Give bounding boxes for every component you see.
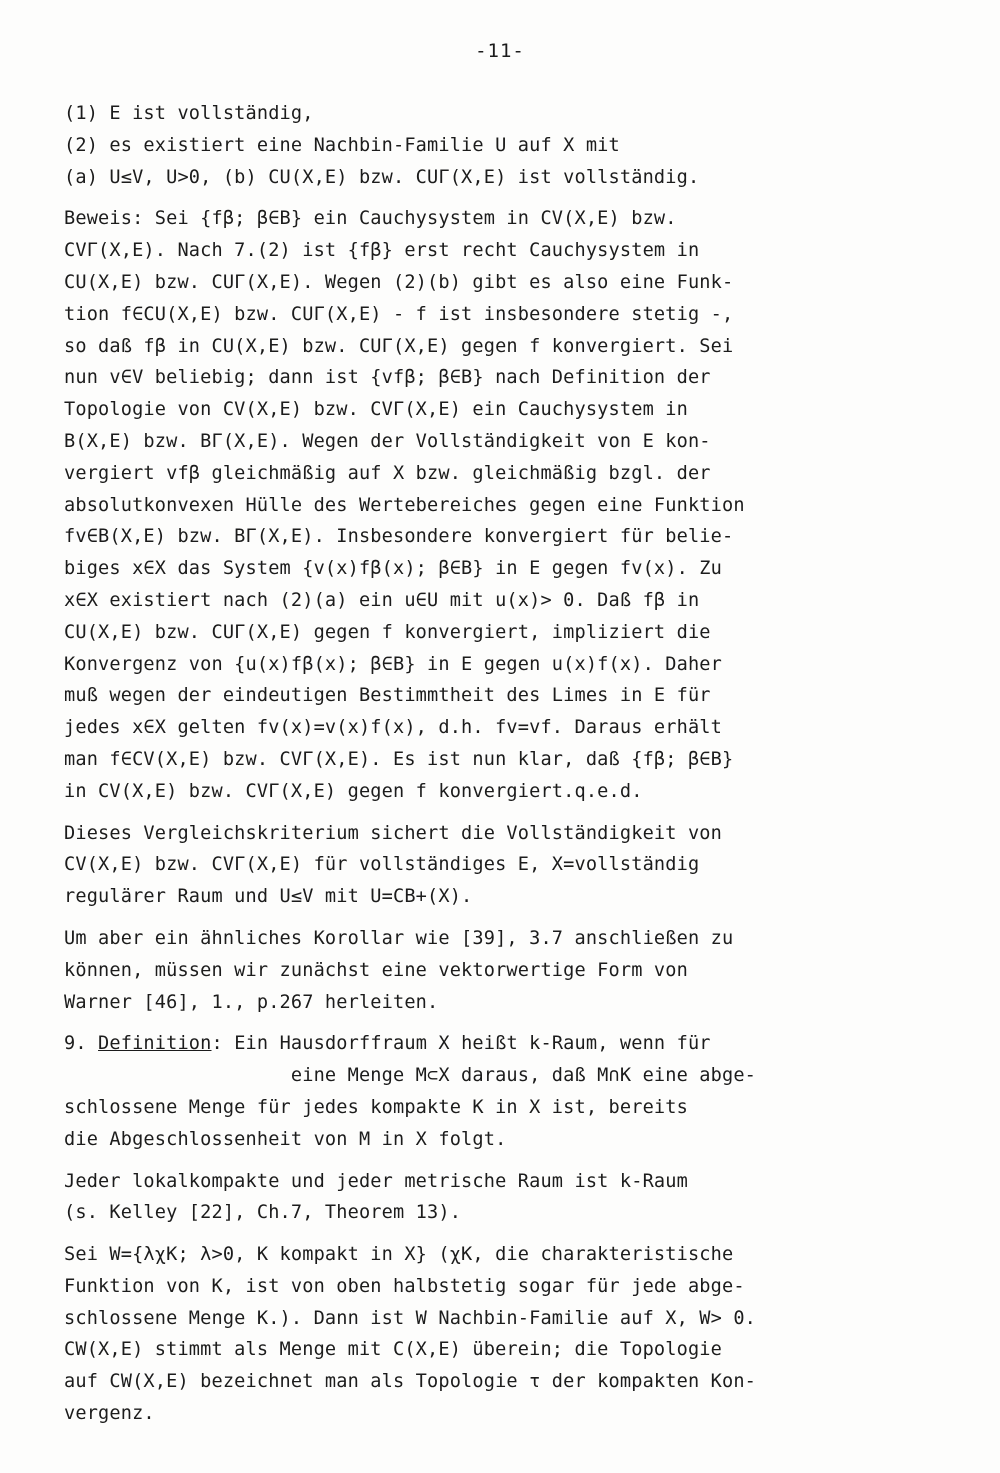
text-line: schlossene Menge K.). Dann ist W Nachbin-Familie auf X, W> 0. [64, 1307, 757, 1329]
criterion-paragraph [64, 818, 864, 913]
text-line: Konvergenz von {u(x)fβ(x); β∈B} in E gegen u(x)f(x). Daher [64, 653, 722, 675]
text-line: B(X,E) bzw. BΓ(X,E). Wegen der Vollständigkeit von E kon- [64, 430, 711, 452]
text-line: können, müssen wir zunächst eine vektorwertige Form von [64, 959, 688, 981]
text-line: CW(X,E) stimmt als Menge mit C(X,E) überein; die Topologie [64, 1339, 722, 1361]
text-line: man f∈CV(X,E) bzw. CVΓ(X,E). Es ist nun klar, daß {fβ; β∈B} [64, 748, 734, 770]
statement-list [64, 98, 864, 193]
text-line: CU(X,E) bzw. CUΓ(X,E) gegen f konvergiert, impliziert die [64, 621, 711, 643]
final-paragraph [64, 1239, 864, 1430]
page-number: -11- [475, 40, 525, 62]
text-line: CV(X,E) bzw. CVΓ(X,E) für vollständiges E, X=vollständig [64, 854, 700, 876]
text-line: Sei W={λχK; λ>0, K kompakt in X} (χK, die charakteristische [64, 1244, 734, 1266]
corollary-paragraph [64, 923, 864, 1018]
text-line: Beweis: Sei {fβ; β∈B} ein Cauchysystem in CV(X,E) bzw. [64, 208, 677, 230]
text-line: Topologie von CV(X,E) bzw. CVΓ(X,E) ein Cauchysystem in [64, 399, 688, 421]
text-line: biges x∈X das System {v(x)fβ(x); β∈B} in E gegen fv(x). Zu [64, 558, 722, 580]
text-line: auf CW(X,E) bezeichnet man als Topologie τ der kompakten Kon- [64, 1371, 757, 1393]
text-line: x∈X existiert nach (2)(a) ein u∈U mit u(x)> 0. Daß fβ in [64, 589, 700, 611]
definition-number: 9. [64, 1033, 99, 1055]
k-space-paragraph [64, 1166, 864, 1230]
text-line: fv∈B(X,E) bzw. BΓ(X,E). Insbesondere konvergiert für belie- [64, 526, 734, 548]
text-line: (a) U≤V, U>0, (b) CU(X,E) bzw. CUΓ(X,E) ist vollständig. [64, 166, 700, 188]
text-line: so daß fβ in CU(X,E) bzw. CUΓ(X,E) gegen f konvergiert. Sei [64, 335, 734, 357]
text-line: vergiert vfβ gleichmäßig auf X bzw. gleichmäßig bzgl. der [64, 462, 711, 484]
text-line: CVΓ(X,E). Nach 7.(2) ist {fβ} erst recht Cauchysystem in [64, 240, 700, 262]
text-line: CU(X,E) bzw. CUΓ(X,E). Wegen (2)(b) gibt es also eine Funk- [64, 271, 734, 293]
text-line: Dieses Vergleichskriterium sichert die Vollständigkeit von [64, 822, 722, 844]
text-line: absolutkonvexen Hülle des Wertebereiches gegen eine Funktion [64, 494, 745, 516]
page-body [64, 98, 864, 1430]
proof-paragraph [64, 203, 864, 807]
definition-paragraph [64, 1028, 864, 1155]
text-line: (1) E ist vollständig, [64, 103, 314, 124]
text-line: vergenz. [64, 1403, 155, 1425]
text-line: tion f∈CU(X,E) bzw. CUΓ(X,E) - f ist insbesondere stetig -, [64, 303, 734, 325]
text-line: Funktion von K, ist von oben halbstetig sogar für jede abge- [64, 1275, 745, 1297]
text-line: regulärer Raum und U≤V mit U=CB+(X). [64, 886, 473, 908]
text-line: (2) es existiert eine Nachbin-Familie U auf X mit [64, 134, 620, 156]
text-line: jedes x∈X gelten fv(x)=v(x)f(x), d.h. fv=vf. Daraus erhält [64, 717, 722, 739]
text-line: in CV(X,E) bzw. CVΓ(X,E) gegen f konvergiert.q.e.d. [64, 780, 643, 802]
text-line: Warner [46], 1., p.267 herleiten. [64, 991, 439, 1013]
text-line: muß wegen der eindeutigen Bestimmtheit des Limes in E für [64, 685, 711, 707]
text-line: (s. Kelley [22], Ch.7, Theorem 13). [64, 1202, 462, 1224]
definition-heading-line [64, 1028, 864, 1060]
text-line: Jeder lokalkompakte und jeder metrische Raum ist k-Raum [64, 1170, 688, 1192]
text-line: nun v∈V beliebig; dann ist {vfβ; β∈B} nach Definition der [64, 367, 711, 389]
text-line: eine Menge M⊂X daraus, daß M∩K eine abge- [64, 1065, 757, 1087]
text-line: die Abgeschlossenheit von M in X folgt. [64, 1128, 507, 1150]
text-line: Um aber ein ähnliches Korollar wie [39], 3.7 anschließen zu [64, 927, 734, 949]
text-line: schlossene Menge für jedes kompakte K in X ist, bereits [64, 1096, 688, 1118]
definition-word: Definition [98, 1033, 212, 1055]
definition-text: : Ein Hausdorffraum X heißt k-Raum, wenn für [211, 1033, 711, 1055]
